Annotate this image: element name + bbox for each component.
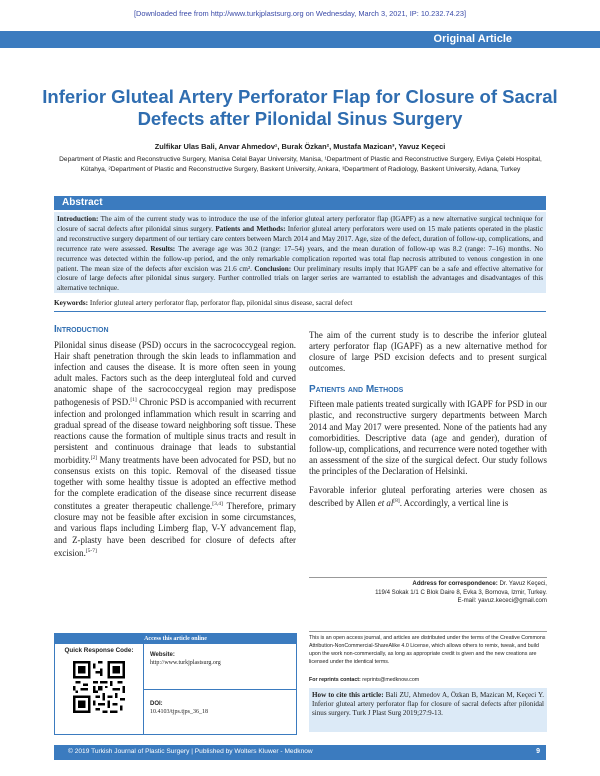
methods-paragraph-2 bbox=[309, 485, 547, 509]
reprints-label: For reprints contact: bbox=[309, 677, 361, 683]
reprints-line bbox=[309, 677, 547, 683]
page-number: 9 bbox=[536, 748, 540, 755]
website-block bbox=[150, 651, 221, 667]
keywords bbox=[54, 298, 546, 307]
access-divider bbox=[144, 689, 296, 690]
correspondence-block bbox=[309, 577, 547, 606]
doi-label: DOI: bbox=[150, 701, 163, 707]
abstract-results: The average age was 30.2 (range: 17–54) years, and the mean duration of follow-up was 8.2 (range: 7–16) months. No recurrence was detected within the follow-up period, and the only remarkable complication reported was total flap necrosis attributed to venous congestion in one patient. The mean size of the defects after excision was 21.6 cm². bbox=[57, 244, 543, 273]
page-footer bbox=[54, 745, 546, 760]
introduction-heading: Introduction bbox=[54, 324, 109, 335]
right-column bbox=[309, 330, 547, 509]
introduction-paragraph bbox=[54, 340, 296, 559]
et-al: et al bbox=[377, 498, 394, 509]
abstract-body bbox=[54, 212, 546, 293]
license-notice: This is an open access journal, and articles are distributed under the terms of the Creative Commons Attribution-NonCommercial-ShareAlike 4.0 License, which allows others to remix, tweak, and build upon the work non-commercially, as long as appropriate credit is given and the new creations are licensed under the identical terms. bbox=[309, 631, 547, 667]
qr-column bbox=[55, 644, 144, 734]
ref-link[interactable]: [8] bbox=[393, 498, 400, 505]
abstract-conclusion: Our preliminary results imply that IGAPF can be a safe and effective alternative for closure of large defects after pilonidal sinus surgery. Further controlled trials on larger series are warranted to establish the advantages and disadvantages of this alternative technique. bbox=[57, 264, 543, 293]
affiliations: Department of Plastic and Reconstructive Surgery, Manisa Celal Bayar University, Manisa, ¹Department of Plastic and Reconstructive Surgery, Evliya Çelebi Hospital, Kütahya, ²Department of Plastic and Reconstructive Surgery, Baskent University, Ankara, ³Department of Radiology, Baskent University, Adana, Turkey bbox=[59, 156, 542, 173]
intro-text-2: Chronic PSD is accompanied with recurrent infection and prolonged inflammation which result in scarring and gradual spread of the disease toward neighboring soft tissue. These reactions cause the formation of multiple sinus tracts and result in persistent and continuous drainage that leads to substantial morbidity. bbox=[54, 397, 296, 465]
citation-label: How to cite this article: bbox=[312, 691, 384, 699]
ref-link[interactable]: [5-7] bbox=[85, 547, 97, 554]
doi-block bbox=[150, 700, 208, 716]
correspondence-address: 119/4 Sokak 1/1 C Blok Daire 8, Evka 3, Bornova, Izmir, Turkey. bbox=[375, 588, 547, 596]
ref-link[interactable]: [1] bbox=[130, 397, 137, 404]
article-type-label: Original Article bbox=[433, 33, 512, 45]
access-online-box bbox=[54, 633, 297, 735]
correspondence-email[interactable]: E-mail: yavuz.kececi@gmail.com bbox=[457, 597, 547, 605]
footer-copyright: © 2019 Turkish Journal of Plastic Surgery | Published by Wolters Kluwer - Medknow bbox=[68, 748, 313, 755]
article-type-bar bbox=[0, 31, 600, 48]
left-column bbox=[54, 324, 296, 559]
methods-text-1: Favorable inferior gluteal perforating arteries were chosen as described by Allen bbox=[309, 485, 547, 509]
intro-text-1: Pilonidal sinus disease (PSD) occurs in the sacrococcygeal region. Hair shaft penetration through the skin leads to inflammation and infection and causes the disease. It is more often seen in young adult males. Factors such as the deep intergluteal fold and curved anatomic shape of the sacrococcygeal region may predispose pathogenesis of PSD. bbox=[54, 340, 296, 408]
abstract-methods-label: Patients and Methods: bbox=[215, 224, 286, 233]
citation-text: Bali ZU, Ahmedov A, Özkan B, Mazican M, Keçeci Y. Inferior gluteal artery perforator flap for closure of sacral defects after pilonidal sinus surgery. Turk J Plast Surg 2019;27:9-13. bbox=[312, 691, 544, 717]
download-banner: [Downloaded free from http://www.turkjplastsurg.org on Wednesday, March 3, 2021, IP: 10.232.74.23] bbox=[133, 9, 467, 18]
intro-text-4: Therefore, primary closure may not be feasible after excision in some circumstances, and various flaps including Limberg flap, V-Y advancement flap, and Z-plasty have been described for closure of defects after excision. bbox=[54, 501, 296, 558]
website-label: Website: bbox=[150, 652, 175, 658]
abstract-intro: The aim of the current study was to introduce the use of the inferior gluteal artery perforator flap (IGAPF) as a new alternative surgical technique for closure of sacral defects after pilonidal sinus surgery. bbox=[57, 215, 543, 233]
doi-value[interactable]: 10.4103/tjps.tjps_36_18 bbox=[150, 709, 209, 715]
methods-heading: Patients and Methods bbox=[309, 384, 404, 396]
keywords-label: Keywords: bbox=[54, 298, 89, 307]
abstract-heading: Abstract bbox=[62, 197, 103, 208]
correspondence-label: Address for correspondence: bbox=[412, 580, 498, 587]
abstract-intro-label: Introduction: bbox=[57, 215, 99, 223]
ref-link[interactable]: [3,4] bbox=[212, 501, 223, 508]
ref-link[interactable]: [2] bbox=[90, 454, 98, 461]
abstract-heading-bar bbox=[54, 196, 546, 210]
keywords-text: Inferior gluteal artery perforator flap, perforator flap, pilonidal sinus disease, sacral defect bbox=[88, 298, 353, 307]
reprints-email[interactable]: reprints@medknow.com bbox=[360, 677, 420, 683]
abstract-results-label: Results: bbox=[150, 244, 176, 253]
author-list: Zulfikar Ulas Bali, Anvar Ahmedov¹, Burak Özkan², Mustafa Mazican³, Yavuz Keçeci bbox=[154, 142, 446, 151]
intro-text-3: Many treatments have been advocated for PSD, but no consensus exists on this topic. Removal of the diseased tissue together with some healthy tissue is adopted an effective method for the complete eradication of the disease since recurrent disease constitutes a greater therapeutic challenge. bbox=[54, 454, 296, 512]
abstract-conclusion-label: Conclusion: bbox=[254, 264, 292, 273]
qr-label: Quick Response Code: bbox=[64, 647, 134, 654]
section-divider bbox=[54, 311, 546, 312]
access-info-column bbox=[144, 644, 296, 734]
website-link[interactable]: http://www.turkjplastsurg.org bbox=[150, 660, 221, 666]
methods-paragraph-1: Fifteen male patients treated surgically with IGAPF for PSD in our plastic, and reconstructive surgery departments between March 2014 and May 2017 were presented. None of the patients had any comorbidities. Descriptive data (age and gender), duration of follow-up, complications, and recurrence were noted together with an assessment of the size of the surgical defect. Our study follows the principles of the Declaration of Helsinki. bbox=[309, 399, 547, 476]
qr-code-icon[interactable] bbox=[73, 661, 125, 713]
correspondence-name: Dr. Yavuz Keçeci, bbox=[497, 580, 547, 587]
citation-box bbox=[309, 688, 547, 732]
access-heading: Access this article online bbox=[55, 634, 296, 644]
abstract-methods: Inferior gluteal artery perforators were used on 15 male patients operated in the plastic and reconstructive surgery department of our tertiary care centers between March 2014 and May 2017. Age, size of the defect, duration of follow-up, complications, and recurrence rate were assessed. bbox=[57, 224, 543, 253]
article-title: Inferior Gluteal Artery Perforator Flap for Closure of Sacral Defects after Pilonidal Sinus Surgery bbox=[42, 86, 558, 129]
aim-paragraph: The aim of the current study is to describe the inferior gluteal artery perforator flap (IGAPF) as a new alternative method for closure of large PSD excision defects and to present surgical outcomes. bbox=[309, 330, 547, 374]
methods-text-2: . Accordingly, a vertical line is bbox=[399, 498, 509, 509]
